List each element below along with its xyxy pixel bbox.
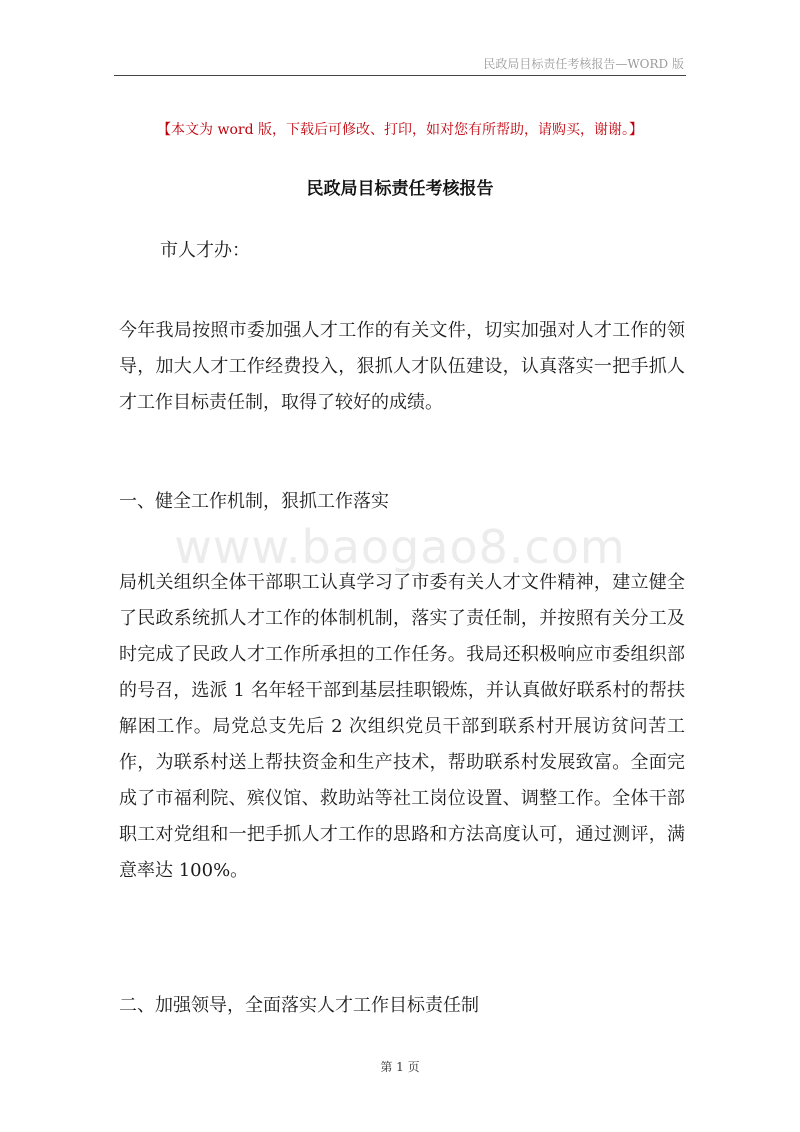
page-number: 第 1 页 — [380, 1060, 420, 1074]
running-header: 民政局目标责任考核报告—WORD 版 — [483, 57, 684, 71]
watermark: www.baogao8.com — [174, 520, 626, 574]
document-title: 民政局目标责任考核报告 — [306, 179, 494, 199]
section-2-heading: 二、加强领导，全面落实人才工作目标责任制 — [119, 995, 479, 1016]
header-divider — [114, 75, 686, 76]
salutation: 市人才办： — [160, 240, 250, 261]
intro-paragraph: 今年我局按照市委加强人才工作的有关文件，切实加强对人才工作的领导，加大人才工作经费投入，狠抓人才队伍建设，认真落实一把手抓人才工作目标责任制，取得了较好的成绩。 — [119, 320, 685, 413]
purchase-notice: 【本文为 word 版，下载后可修改、打印，如对您有所帮助，请购买，谢谢。】 — [157, 122, 643, 138]
section-1-body: 局机关组织全体干部职工认真学习了市委有关人才文件精神，建立健全了民政系统抓人才工作的体制机制，落实了责任制，并按照有关分工及时完成了民政人才工作所承担的工作任务。我局还积极响应市委组织部的号召，选派 1 名年轻干部到基层挂职锻炼，并认真做好联系村的帮扶解困工作。局党总支先后 2 次组织党员干部到联系村开展访贫问苦工作，为联系村送上帮扶资金和生产技术，帮助联系村发展致富。全面完成了市福利院、殡仪馆、救助站等社工岗位设置、调整工作。全体干部职工对党组和一把手抓人才工作的思路和方法高度认可，通过测评，满意率达 100%。 — [119, 572, 685, 881]
section-1-heading: 一、健全工作机制，狠抓工作落实 — [119, 491, 389, 512]
